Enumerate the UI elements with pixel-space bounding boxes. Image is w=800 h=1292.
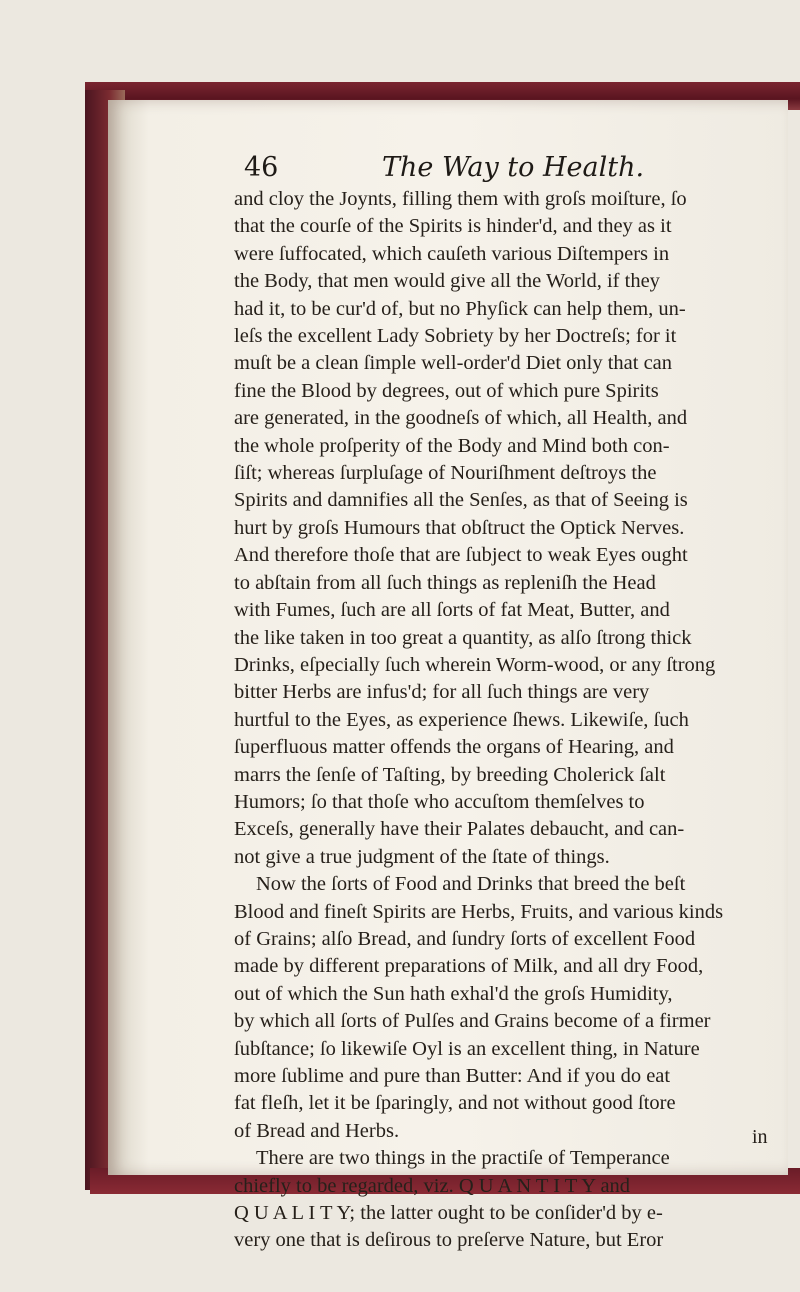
paragraph-first-line: There are two things in the practiſe of Temperance <box>256 1147 670 1170</box>
text-line: fine the Blood by degrees, out of which pure Spirits <box>234 379 659 402</box>
page-number: 46 <box>244 152 279 183</box>
text-line: of Grains; alſo Bread, and ſundry ſorts of excellent Food <box>234 927 696 950</box>
text-line: Spirits and damnifies all the Senſes, as that of Seeing is <box>234 489 688 512</box>
running-head: The Way to Health. <box>382 152 645 183</box>
text-line: Q U A L I T Y; the latter ought to be conſider'd by e- <box>234 1202 663 1225</box>
catchword: in <box>752 1126 768 1148</box>
text-line: And therefore thoſe that are ſubject to weak Eyes ought <box>234 544 688 567</box>
text-line: of Bread and Herbs. <box>234 1119 400 1142</box>
text-line: were ſuffocated, which cauſeth various Diſtempers in <box>234 242 670 265</box>
text-line: the whole proſperity of the Body and Mind both con- <box>234 434 670 457</box>
text-line: and cloy the Joynts, filling them with groſs moiſture, ſo <box>234 188 687 210</box>
text-line: Blood and fineſt Spirits are Herbs, Fruits, and various kinds <box>234 900 724 923</box>
text-line: marrs the ſenſe of Taſting, by breeding Cholerick ſalt <box>234 763 666 786</box>
paragraph-first-line: Now the ſorts of Food and Drinks that breed the beſt <box>256 873 686 896</box>
text-line: made by different preparations of Milk, and all dry Food, <box>234 955 704 978</box>
text-line: the like taken in too great a quantity, as alſo ſtrong thick <box>234 626 692 649</box>
text-line: ſuperfluous matter offends the organs of Hearing, and <box>234 736 674 759</box>
text-line: not give a true judgment of the ſtate of things. <box>234 845 610 868</box>
text-line: hurtful to the Eyes, as experience ſhews. Likewiſe, ſuch <box>234 708 689 731</box>
text-line: out of which the Sun hath exhal'd the groſs Humidity, <box>234 982 673 1005</box>
text-line: Exceſs, generally have their Palates debaucht, and can- <box>234 818 685 841</box>
text-line: are generated, in the goodneſs of which, all Health, and <box>234 407 688 430</box>
page-body-text <box>234 186 779 1255</box>
text-line: by which all ſorts of Pulſes and Grains become of a firmer <box>234 1010 711 1033</box>
text-line: bitter Herbs are infus'd; for all ſuch things are very <box>234 681 650 704</box>
text-line: Drinks, eſpecially ſuch wherein Worm-wood, or any ſtrong <box>234 653 716 676</box>
text-line: ſubſtance; ſo likewiſe Oyl is an excellent thing, in Nature <box>234 1037 700 1060</box>
text-line: chiefly to be regarded, viz. Q U A N T I T Y and <box>234 1174 631 1197</box>
text-line: hurt by groſs Humours that obſtruct the Optick Nerves. <box>234 516 685 539</box>
text-line: very one that is deſirous to preſerve Nature, but Eror <box>234 1229 664 1252</box>
text-line: that the courſe of the Spirits is hinder'd, and they as it <box>234 215 672 238</box>
text-line: Humors; ſo that thoſe who accuſtom themſelves to <box>234 790 645 813</box>
text-line: muſt be a clean ſimple well-order'd Diet only that can <box>234 352 673 375</box>
text-line: fat fleſh, let it be ſparingly, and not without good ſtore <box>234 1092 676 1115</box>
text-line: leſs the excellent Lady Sobriety by her Doctreſs; for it <box>234 325 677 348</box>
text-line: had it, to be cur'd of, but no Phyſick can help them, un- <box>234 297 686 320</box>
text-line: to abſtain from all ſuch things as repleniſh the Head <box>234 571 656 594</box>
text-line: ſiſt; whereas ſurpluſage of Nouriſhment deſtroys the <box>234 462 657 485</box>
page-header <box>232 152 702 186</box>
text-line: the Body, that men would give all the World, if they <box>234 270 660 293</box>
text-line: more ſublime and pure than Butter: And if you do eat <box>234 1065 671 1087</box>
text-line: with Fumes, ſuch are all ſorts of fat Meat, Butter, and <box>234 599 670 622</box>
